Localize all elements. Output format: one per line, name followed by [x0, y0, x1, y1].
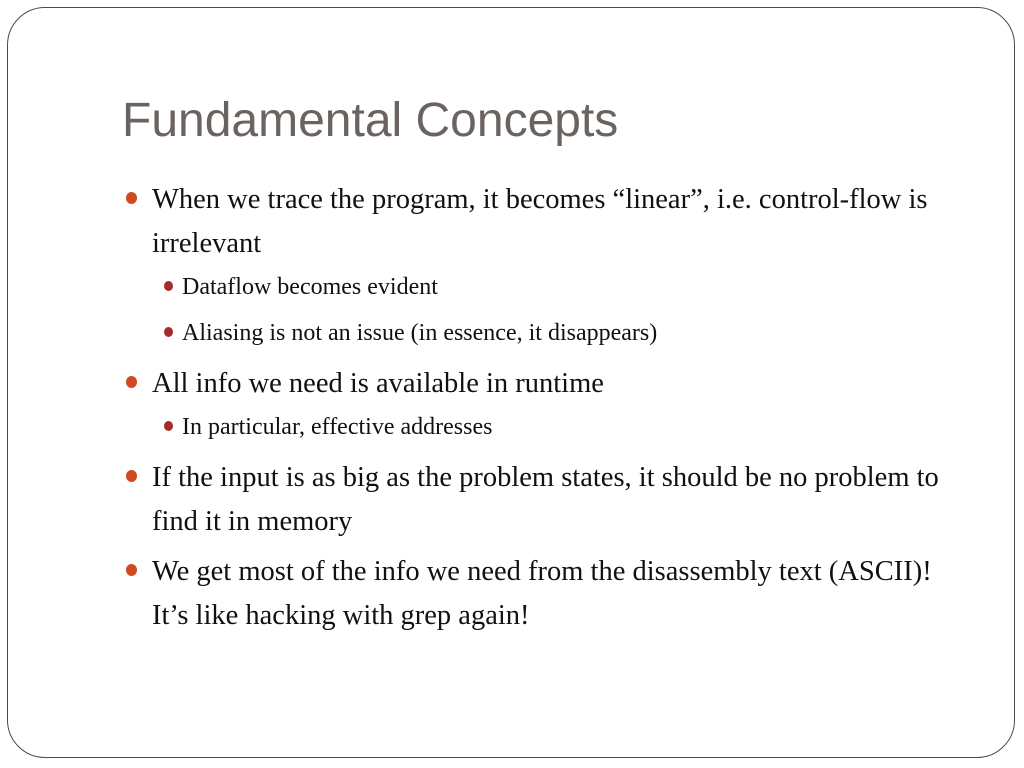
bullet-dot-icon — [126, 564, 137, 576]
bullet-dot-icon — [126, 192, 137, 204]
bullet-dot-icon — [126, 376, 137, 388]
sub-bullet-list — [152, 270, 954, 350]
sub-bullet-list — [152, 410, 954, 444]
bullet-item — [124, 362, 954, 444]
sub-bullet-text: In particular, effective addresses — [182, 414, 493, 440]
slide-frame — [7, 7, 1015, 758]
sub-bullet-item — [152, 316, 954, 350]
slide-title: Fundamental Concepts — [122, 94, 619, 147]
sub-bullet-item — [152, 410, 954, 444]
bullet-dot-icon — [126, 470, 137, 482]
bullet-item — [124, 178, 954, 350]
bullet-list — [124, 178, 954, 644]
sub-bullet-item — [152, 270, 954, 304]
bullet-item — [124, 550, 954, 638]
bullet-text: When we trace the program, it becomes “linear”, i.e. control-flow is irrelevant — [152, 184, 928, 259]
sub-bullet-dot-icon — [164, 327, 173, 337]
bullet-text: All info we need is available in runtime — [152, 368, 604, 399]
sub-bullet-text: Dataflow becomes evident — [182, 274, 438, 300]
bullet-text: If the input is as big as the problem states, it should be no problem to find it in memory — [152, 462, 939, 537]
sub-bullet-text: Aliasing is not an issue (in essence, it disappears) — [182, 320, 658, 346]
bullet-item — [124, 456, 954, 544]
sub-bullet-dot-icon — [164, 281, 173, 291]
sub-bullet-dot-icon — [164, 421, 173, 431]
bullet-text: We get most of the info we need from the disassembly text (ASCII)! It’s like hacking with grep again! — [152, 556, 932, 631]
